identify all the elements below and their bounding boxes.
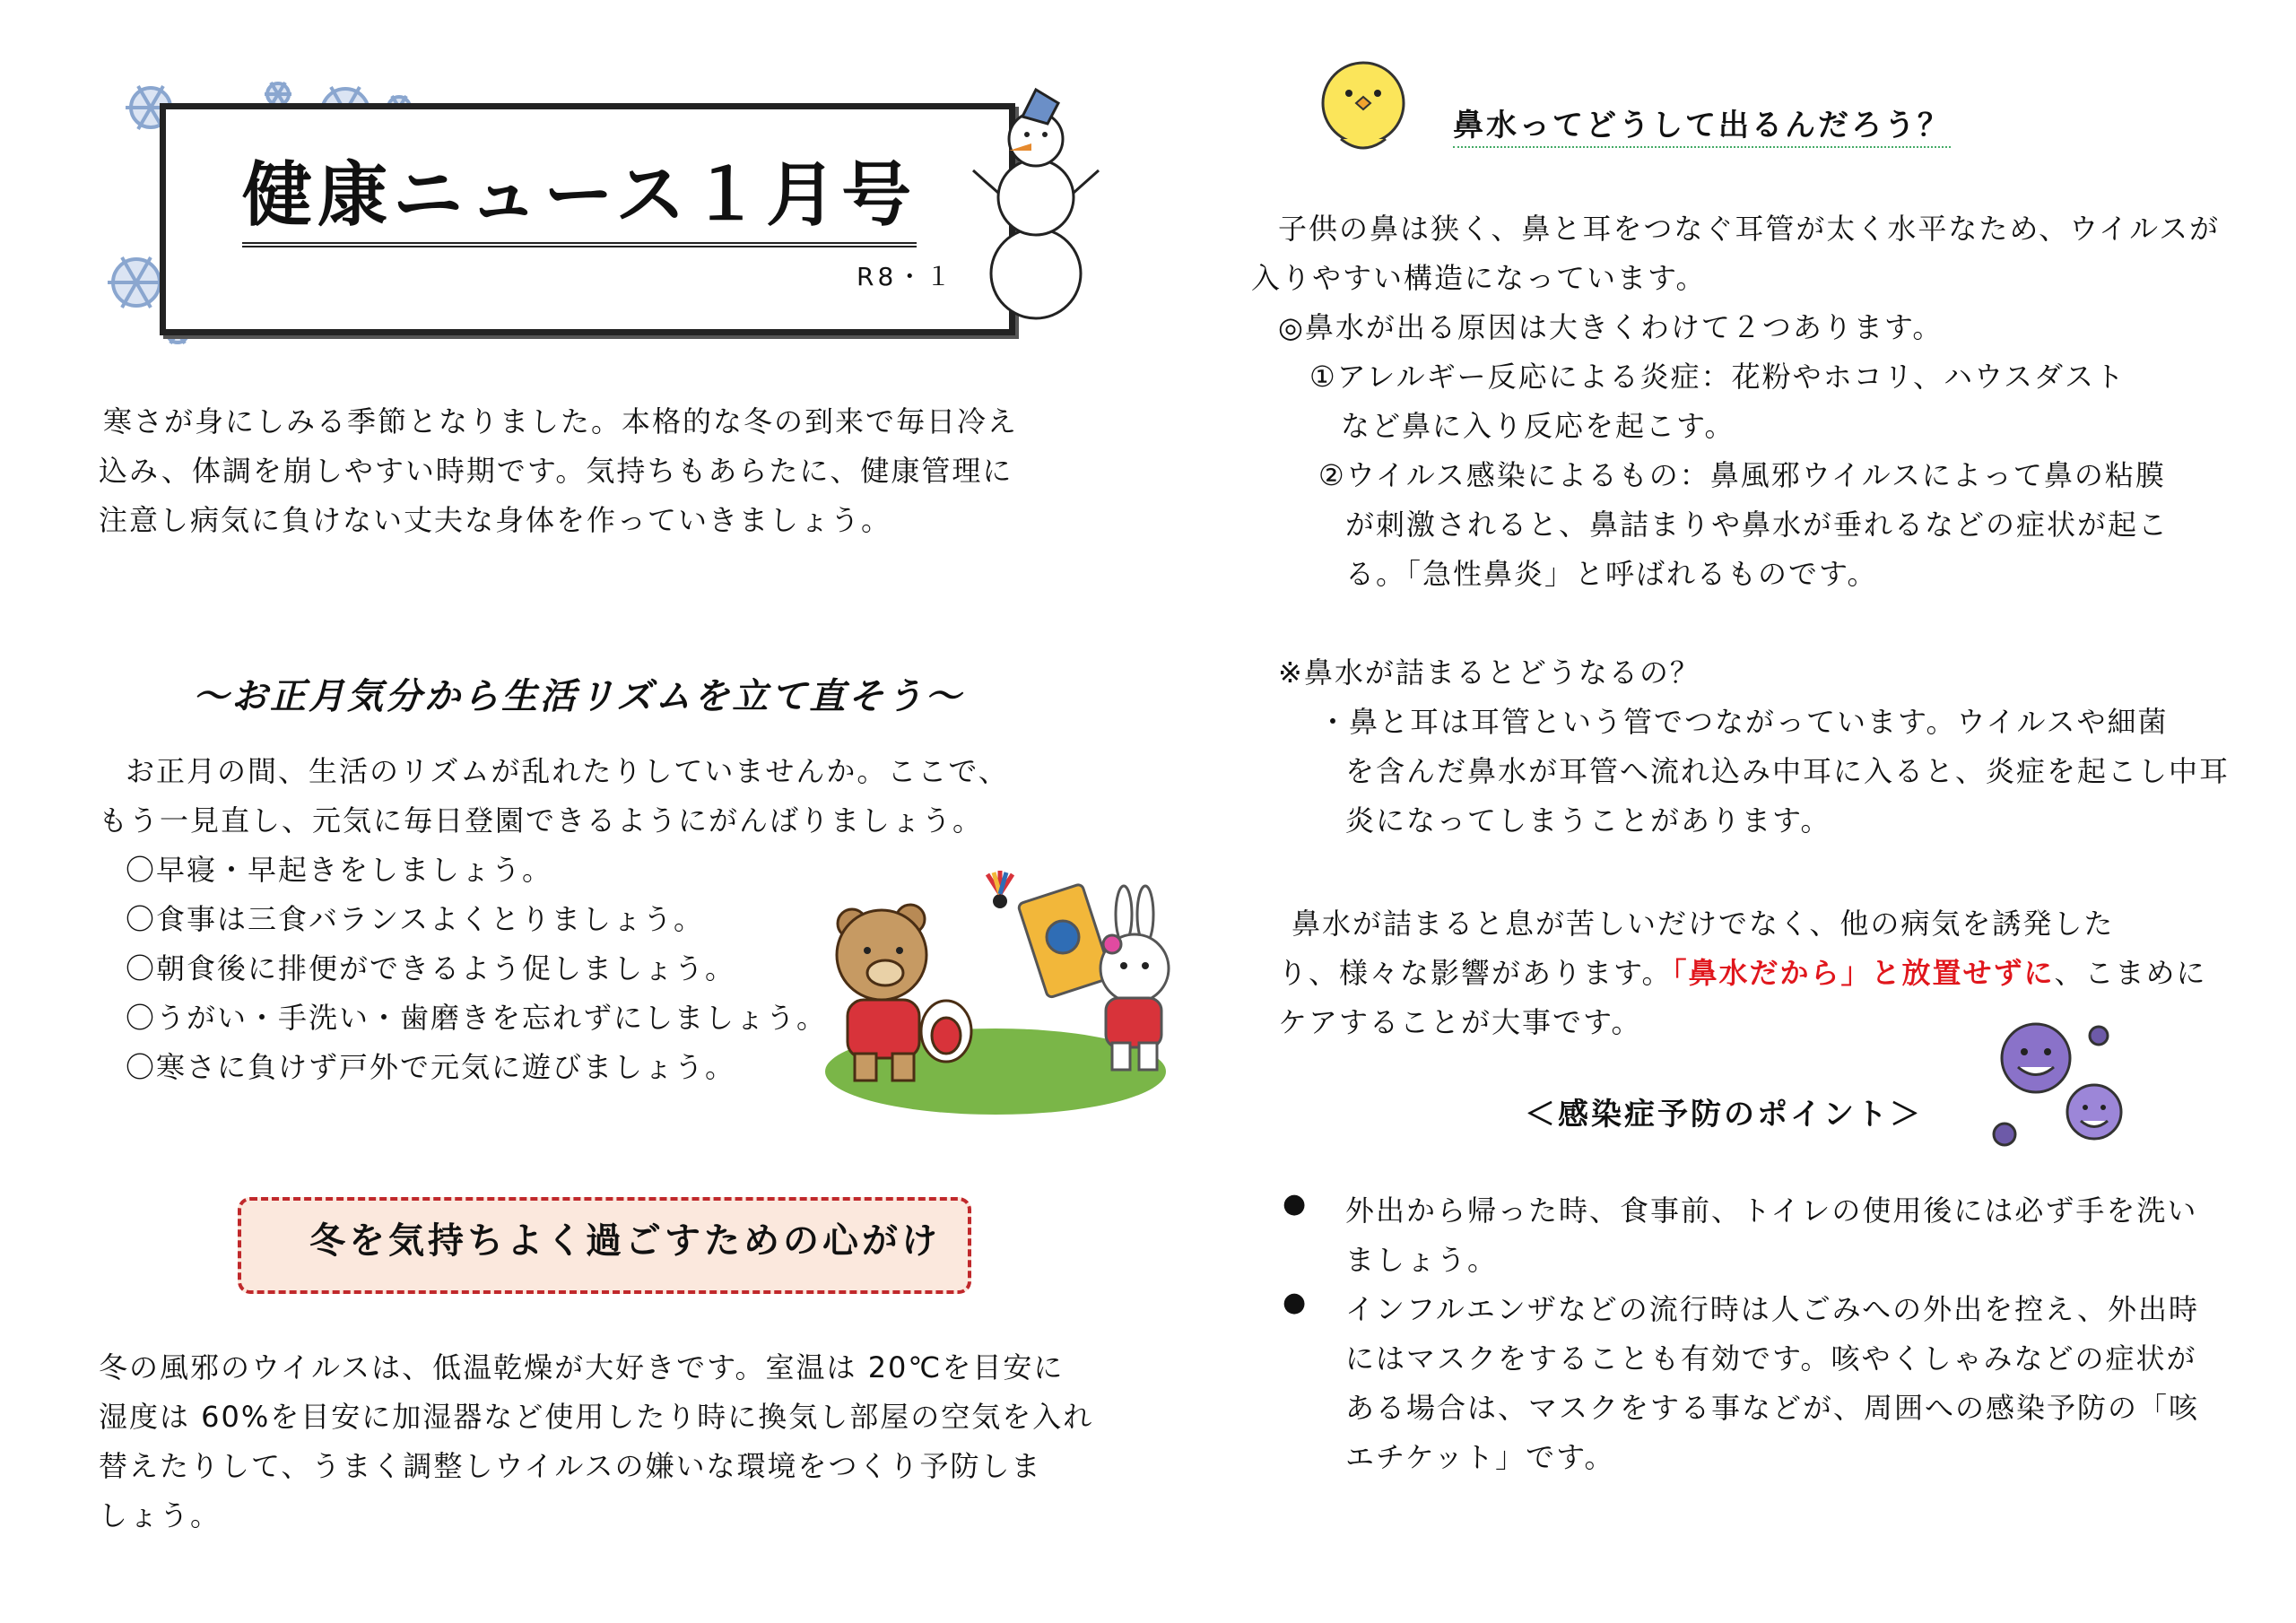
tips-body-line: 替えたりして、うまく調整しウイルスの嫌いな環境をつくり予防しま: [99, 1449, 1042, 1483]
blocked-nose-line: 炎になってしまうことがあります。: [1345, 803, 1831, 838]
bullet-icon: ●: [1283, 1188, 1309, 1219]
rhythm-list-item: 〇寒さに負けず戸外で元気に遊びましょう。: [126, 1050, 736, 1084]
rhythm-list-item: 〇朝食後に排便ができるよう促しましょう。: [126, 951, 736, 985]
runny-nose-line: 入りやすい構造になっています。: [1251, 261, 1707, 295]
issue-date: R8・１: [857, 262, 955, 291]
intro-line: 注意し病気に負けない丈夫な身体を作っていきましょう。: [99, 503, 892, 537]
warning-text: り、様々な影響があります。: [1278, 956, 1673, 990]
snowman-illustration: [969, 81, 1103, 341]
rhythm-lead-line: もう一見直し、元気に毎日登園できるようにがんばりましょう。: [99, 803, 984, 838]
runny-nose-line: が刺激されると、鼻詰まりや鼻水が垂れるなどの症状が起こ: [1345, 508, 2170, 542]
prevention-item-line: ましょう。: [1345, 1243, 1499, 1277]
rhythm-list-item: 〇食事は三食バランスよくとりましょう。: [126, 902, 705, 936]
warning-line: [1278, 950, 2206, 992]
blocked-nose-line: を含んだ鼻水が耳管へ流れ込み中耳に入ると、炎症を起こし中耳: [1345, 754, 2231, 788]
runny-nose-line: ◎鼻水が出る原因は大きくわけて２つあります。: [1278, 310, 1944, 344]
prevention-item-line: インフルエンザなどの流行時は人ごみへの外出を控え、外出時: [1345, 1292, 2200, 1326]
prevention-item-line: エチケット」です。: [1345, 1440, 1615, 1474]
rhythm-heading: ～お正月気分から生活リズムを立て直そう～: [193, 676, 964, 717]
prevention-item-line: 外出から帰った時、食事前、トイレの使用後には必ず手を洗い: [1345, 1193, 2198, 1228]
warning-line: 鼻水が詰まると息が苦しいだけでなく、他の病気を誘発した: [1292, 907, 2115, 941]
tips-heading: 冬を気持ちよく過ごすための心がけ: [309, 1220, 941, 1262]
tips-body-line: 冬の風邪のウイルスは、低温乾燥が大好きです。室温は 20℃を目安に: [99, 1350, 1065, 1384]
prevention-item-line: にはマスクをすることも有効です。咳やくしゃみなどの症状が: [1345, 1341, 2197, 1376]
runny-nose-line: る。「急性鼻炎」と呼ばれるものです。: [1345, 557, 1878, 591]
runny-nose-line: など鼻に入り反応を起こす。: [1341, 409, 1735, 443]
rhythm-list-item: 〇うがい・手洗い・歯磨きを忘れずにしましょう。: [126, 1001, 828, 1035]
warning-highlight: 「鼻水だから」と放置せずに: [1672, 956, 2055, 990]
blocked-nose-line: ・鼻と耳は耳管という管でつながっています。ウイルスや細菌: [1318, 705, 2169, 739]
bear-rabbit-illustration: [821, 865, 1197, 1125]
blocked-nose-heading: ※鼻水が詰まるとどうなるの？: [1278, 655, 1700, 690]
rhythm-lead-line: お正月の間、生活のリズムが乱れたりしていませんか。ここで、: [126, 754, 1009, 788]
virus-illustration: [1982, 1000, 2135, 1157]
warning-text: 、こまめに: [2054, 956, 2207, 990]
tips-body-line: しょう。: [99, 1498, 222, 1532]
rhythm-list-item: 〇早寝・早起きをしましょう。: [126, 853, 553, 887]
bullet-icon: ●: [1283, 1287, 1309, 1318]
intro-line: 寒さが身にしみる季節となりました。本格的な冬の到来で毎日冷え: [103, 404, 1019, 438]
runny-nose-line: ②ウイルス感染によるもの：鼻風邪ウイルスによって鼻の粘膜: [1318, 458, 2166, 492]
tips-body-line: 湿度は 60%を目安に加湿器など使用したり時に換気し部屋の空気を入れ: [99, 1400, 1094, 1434]
intro-line: 込み、体調を崩しやすい時期です。気持ちもあらたに、健康管理に: [99, 454, 1013, 488]
prevention-heading: ＜感染症予防のポイント＞: [1525, 1097, 1923, 1133]
chick-illustration: [1309, 54, 1417, 161]
runny-nose-heading: 鼻水ってどうして出るんだろう？: [1453, 100, 1951, 148]
warning-line: ケアすることが大事です。: [1278, 1005, 1642, 1039]
runny-nose-line: 子供の鼻は狭く、鼻と耳をつなぐ耳管が太く水平なため、ウイルスが: [1278, 212, 2221, 246]
page-title: 健康ニュース１月号: [242, 152, 917, 247]
runny-nose-line: ①アレルギー反応による炎症：花粉やホコリ、ハウスダスト: [1309, 360, 2126, 394]
prevention-item-line: ある場合は、マスクをする事などが、周囲への感染予防の「咳: [1345, 1391, 2200, 1425]
